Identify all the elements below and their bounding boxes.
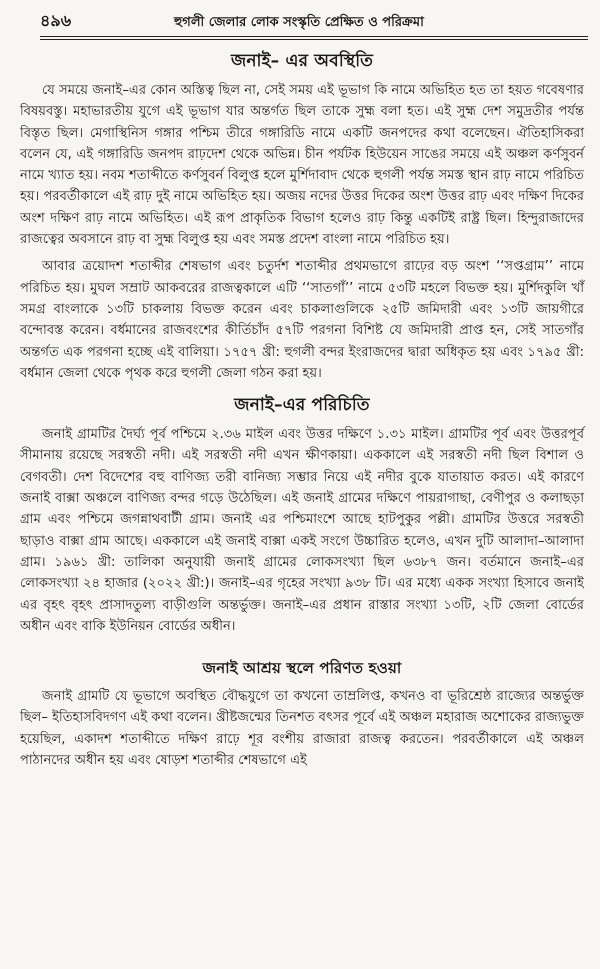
- page-number: ৪৯৬: [40, 11, 72, 30]
- paragraph: যে সময়ে জনাই–এর কোন অস্তিত্ব ছিল না, সেই সময় এই ভূভাগ কি নামে অভিহিত হত তা হয়ত গবেষণার বিষয়বস্তু। মহাভারতীয় যুগে এই ভূভাগ যার অন্তর্গত ছিল তাকে সুহ্ম বলা হত। এই সুহ্ম দেশ সমুদ্রতীর পর্যন্ত বিস্তৃত ছিল। মেগাস্থিনিস গঙ্গার পশ্চিম তীরে গঙ্গারিডি নামে একটি জনপদের কথা বলেছেন। ঐতিহাসিকরা বলেন যে, এই গঙ্গারিডি জনপদ রাঢ়দেশ থেকে অভিন্ন। চীন পর্যটক হিউয়েন সাঙের সময়ে এই অঞ্চল কর্ণসুবর্ন নামে খ্যাত হয়। নবম শতাব্দীতে কর্ণসুবর্ন বিলুপ্ত হলে মুর্শিদাবাদ থেকে হুগলী পর্যন্ত সমস্ত স্থান রাঢ় নামে পরিচিত হয়। পরবর্তীকালে এই রাঢ় দুই নামে অভিহিত হয়। অজয় নদের উত্তর দিকের অংশ উত্তর রাঢ় এবং দক্ষিণ দিকের অংশ দক্ষিণ রাঢ় নামে অভিহিত। এই রূপ প্রাকৃতিক বিভাগ হলেও রাঢ় কিন্তু একটিই রাষ্ট্র ছিল। হিন্দুরাজাদের রাজত্বের অবসানে রাঢ় বা সুহ্ম বিলুপ্ত হয় এবং সমস্ত প্রদেশ বাংলা নামে পরিচিত হয়।: [20, 83, 584, 248]
- paragraph: জনাই গ্রামটির দৈর্ঘ্য পূর্ব পশ্চিমে ২.৩৬ মাইল এবং উত্তর দক্ষিণে ১.৩১ মাইল। গ্রামটির পূর্ব এবং উত্তরপূর্ব সীমানায় রয়েছে সরস্বতী নদী। এই সরস্বতী নদী এখন ক্ষীণকায়া। এককালে এই সরস্বতী নদী ছিল বিশাল ও বেগবতী। দেশ বিদেশের বহু বাণিজ্য তরী বানিজ্য সম্ভার নিয়ে এই নদীর বুকে যাতায়াত করত। এই কারণে জনাই বাক্সা অঞ্চলে বাণিজ্য বন্দর গড়ে উঠেছিল। এই জনাই গ্রামের দক্ষিণে পায়রাগাছা, বেণীপুর ও কলাছড়া গ্রাম এবং পশ্চিমে জগন্নাথবাটী গ্রাম। জনাই এর পশ্চিমাংশে আছে হাটপুকুর পল্লী। গ্রামটির উত্তরে সরস্বতী ছাড়াও বাক্সা গ্রাম আছে। এককালে এই জনাই বাক্সা একই সংগে উচ্চারিত হলেও, এখন দুটি আলাদা–আলাদা গ্রাম। ১৯৬১ খ্রী: তালিকা অনুযায়ী জনাই গ্রামের লোকসংখ্যা ছিল ৬৩৮৭ জন। বর্তমানে জনাই–এর লোকসংখ্যা ২৪ হাজার (২০২২ খ্রী:)। জনাই–এর গৃহের সংখ্যা ৯৩৮ টি। এর মধ্যে একক সংখ্যা হিসাবে জনাই এর বৃহৎ বৃহৎ প্রাসাদতুল্য বাড়ীগুলি অন্তর্ভুক্ত। জনাই–এর প্রধান রাস্তার সংখ্যা ১৩টি, ২টি জেলা বোর্ডের অধীন এবং বাকি ইউনিয়ন বোর্ডের অধীন।: [20, 427, 584, 634]
- paragraph: আবার ত্রয়োদশ শতাব্দীর শেষভাগ এবং চতুর্দশ শতাব্দীর প্রথমভাগে রাঢ়ের বড় অংশ ‘‘সপ্তগ্রাম’’ নামে পরিচিত হয়। মুঘল সম্রাট আকবরের রাজত্বকালে এটি ‘‘সাতগাঁ’’ নামে ৫৩টি মহলে বিভক্ত হয়। মুর্শিদকুলি খাঁ সমগ্র বাংলাকে ১৩টি চাকলায় বিভক্ত করেন এবং চাকলাগুলিকে ২৫টি জমিদারী এবং ১৩টি জায়গীরে বন্দোবস্ত করেন। বর্ধমানের রাজবংশের কীর্তিচাঁদ ৫৭টি পরগনা বিশিষ্ট যে জমিদারী প্রাপ্ত হন, সেই সাতগাঁর অন্তর্গত এক পরগনা হচ্ছে এই বালিয়া। ১৭৫৭ খ্রী: হুগলী বন্দর ইংরাজদের দ্বারা অধিকৃত হয় এবং ১৭৯৫ খ্রী: বর্ধমান জেলা থেকে পৃথক করে হুগলী জেলা গঠন করা হয়।: [20, 259, 584, 381]
- running-title: হুগলী জেলার লোক সংস্কৃতি প্রেক্ষিত ও পরিক্রমা: [174, 15, 424, 30]
- page-header: [20, 0, 584, 30]
- section-heading-location: জনাই– এর অবস্থিতি: [230, 51, 374, 71]
- paragraph: জনাই গ্রামটি যে ভূভাগে অবস্থিত বৌদ্ধযুগে তা কখনো তাম্রলিপ্ত, কখনও বা ভূরিশ্রেষ্ঠ রাজ্যের অন্তর্ভুক্ত ছিল– ইতিহাসবিদগণ এই কথা বলেন। খ্রীষ্টজন্মের তিনশত বৎসর পূর্বে এই অঞ্চল মহারাজ অশোকের রাজ্যভুক্ত হয়েছিল, একাদশ শতাব্দীতে দক্ষিণ রাঢ়ে শূর বংশীয় রাজারা রাজত্ব করতেন। পরবর্তীকালে এই অঞ্চল পাঠানদের অধীন হয় এবং ষোড়শ শতাব্দীর শেষভাগে এই: [20, 689, 584, 769]
- section-heading-refuge: জনাই আশ্রয় স্থলে পরিণত হওয়া: [202, 659, 402, 678]
- section-heading-introduction: জনাই–এর পরিচিতি: [234, 395, 370, 416]
- header-rule: [40, 36, 588, 40]
